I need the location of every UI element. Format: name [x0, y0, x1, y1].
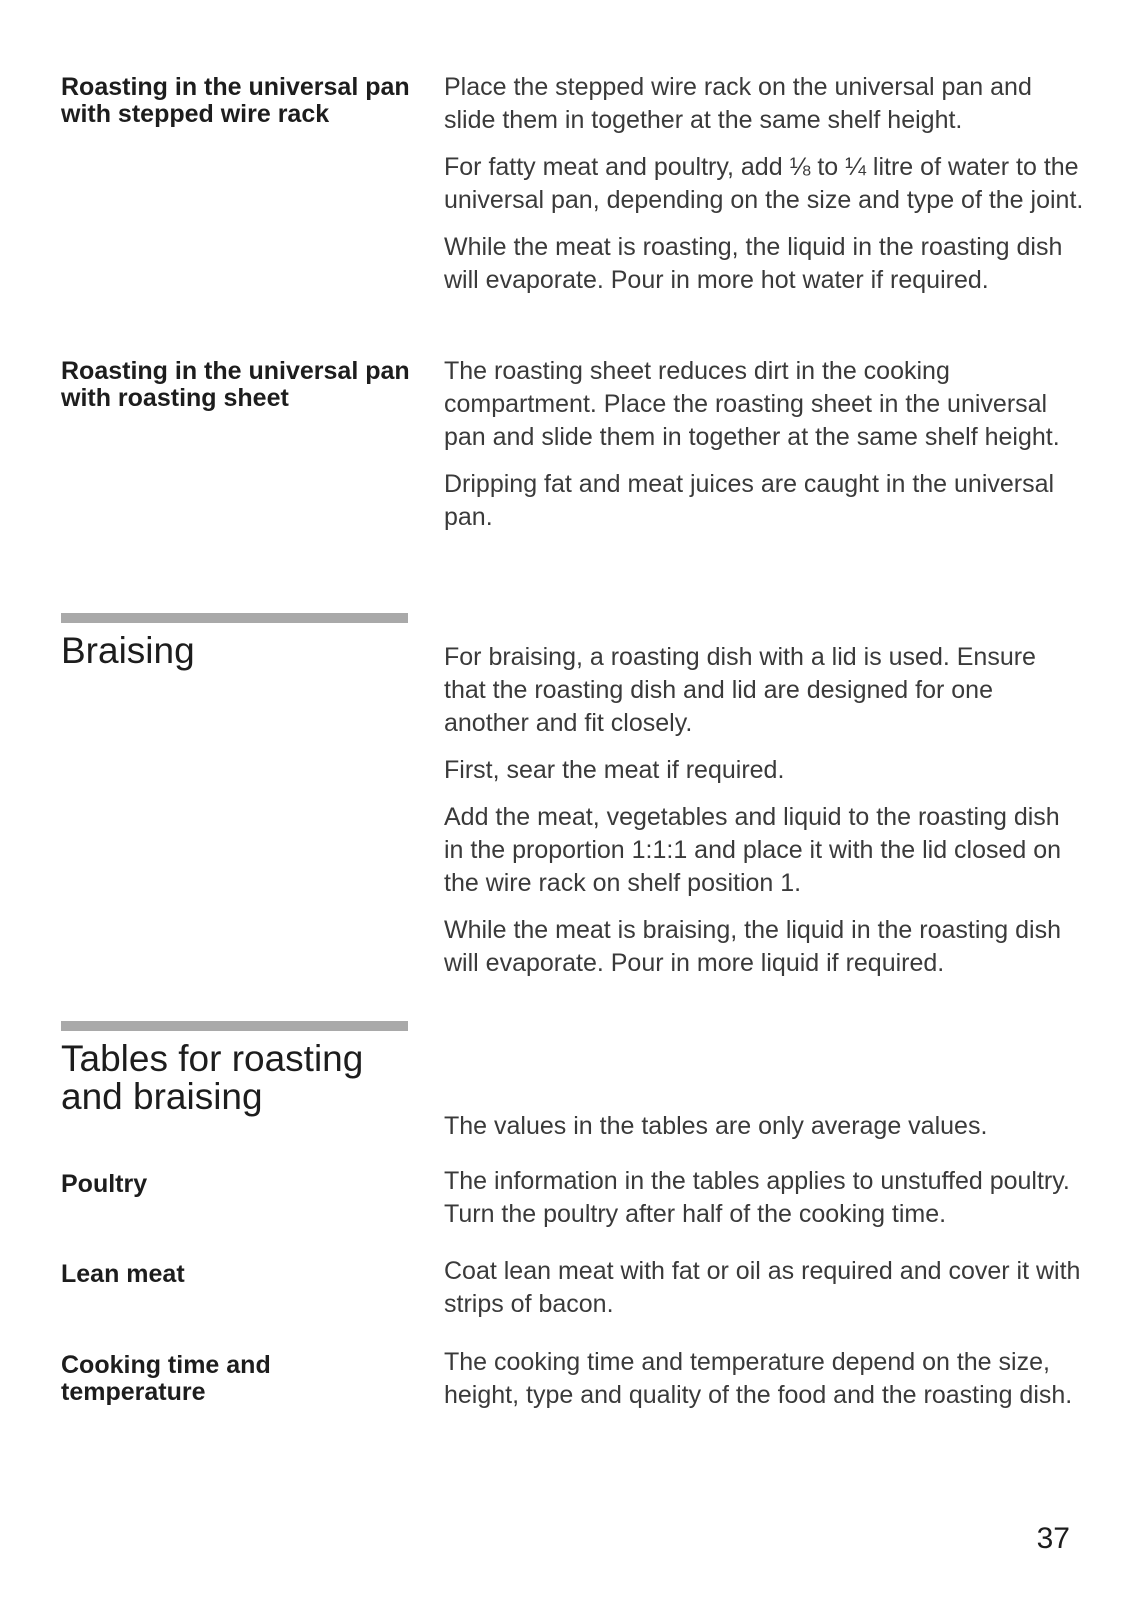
- paragraph: Add the meat, vegetables and liquid to the roasting dish in the proportion 1:1:1 and place it with the lid closed on the wire rack on shelf position 1.: [444, 803, 1062, 897]
- cooking-time-heading: Cooking time and temperature: [61, 1351, 271, 1406]
- paragraph: While the meat is braising, the liquid in the roasting dish will evaporate. Pour in more liquid if required.: [444, 916, 1061, 977]
- paragraph: Dripping fat and meat juices are caught in the universal pan.: [444, 470, 1055, 531]
- paragraph: Place the stepped wire rack on the universal pan and slide them in together at the same shelf height.: [444, 73, 1032, 134]
- braising-text: [444, 641, 1084, 994]
- paragraph: Coat lean meat with fat or oil as required and cover it with strips of bacon.: [444, 1257, 1081, 1318]
- paragraph: First, sear the meat if required.: [444, 756, 785, 784]
- section-rule: [61, 613, 408, 623]
- poultry-heading: Poultry: [61, 1170, 148, 1198]
- paragraph: The information in the tables applies to unstuffed poultry. Turn the poultry after half of the cooking time.: [444, 1167, 1070, 1228]
- tables-title: Tables for roasting and braising: [61, 1038, 364, 1117]
- cooking-time-text: [444, 1346, 1084, 1426]
- lean-meat-heading: Lean meat: [61, 1260, 185, 1288]
- paragraph: For fatty meat and poultry, add ⅛ to ¼ litre of water to the universal pan, depending on the size and type of the joint.: [444, 153, 1084, 214]
- section-rule: [61, 1021, 408, 1031]
- paragraph: For braising, a roasting dish with a lid is used. Ensure that the roasting dish and lid are designed for one another and fit closely.: [444, 643, 1036, 737]
- paragraph: The roasting sheet reduces dirt in the cooking compartment. Place the roasting sheet in the universal pan and slide them in together at the same shelf height.: [444, 357, 1060, 451]
- paragraph: While the meat is roasting, the liquid in the roasting dish will evaporate. Pour in more hot water if required.: [444, 233, 1063, 294]
- poultry-text: [444, 1165, 1084, 1245]
- tables-intro: [444, 1110, 1084, 1157]
- stepped-rack-heading: Roasting in the universal pan with stepped wire rack: [61, 73, 410, 128]
- stepped-rack-text: [444, 71, 1084, 311]
- paragraph: The values in the tables are only average values.: [444, 1112, 988, 1140]
- lean-meat-text: [444, 1255, 1084, 1335]
- roasting-sheet-heading: Roasting in the universal pan with roasting sheet: [61, 357, 410, 412]
- paragraph: The cooking time and temperature depend on the size, height, type and quality of the food and the roasting dish.: [444, 1348, 1073, 1409]
- page-number: 37: [1036, 1522, 1070, 1555]
- roasting-sheet-text: [444, 355, 1084, 548]
- braising-title: Braising: [61, 630, 195, 671]
